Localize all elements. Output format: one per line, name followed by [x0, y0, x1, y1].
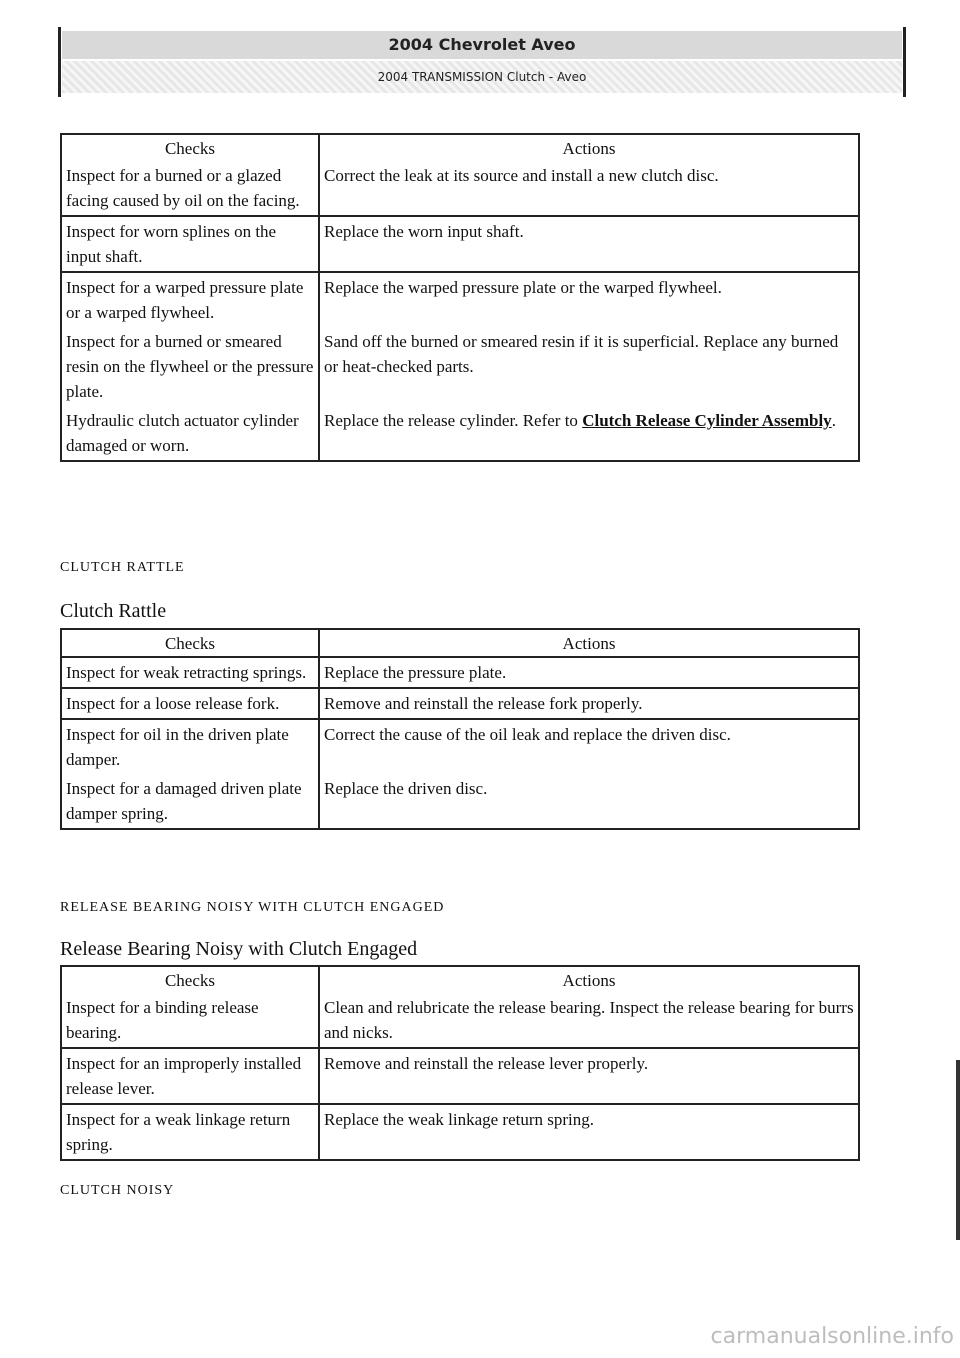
- action-cell: Replace the worn input shaft.: [319, 216, 859, 272]
- table-row: [61, 688, 859, 719]
- table-row: [61, 774, 859, 829]
- col-header-actions: Actions: [319, 629, 859, 657]
- action-cell: Sand off the burned or smeared resin if it is superficial. Replace any burned or heat-checked parts.: [324, 332, 839, 376]
- action-cell: Replace the driven disc.: [324, 779, 488, 798]
- table-row: [61, 327, 859, 406]
- check-cell: Inspect for a binding release bearing.: [61, 993, 319, 1048]
- header-left-rule: [58, 27, 61, 97]
- check-cell: Inspect for a burned or smeared resin on the flywheel or the pressure plate.: [61, 327, 319, 406]
- check-cell: Inspect for a weak linkage return spring.: [61, 1104, 319, 1160]
- check-cell: Inspect for a loose release fork.: [61, 688, 319, 719]
- col-header-checks: Checks: [61, 966, 319, 993]
- table-row: [61, 1048, 859, 1104]
- page-edge-rule: [956, 1060, 960, 1240]
- action-cell: Correct the cause of the oil leak and replace the driven disc.: [324, 725, 731, 744]
- action-cell: Clean and relubricate the release bearing. Inspect the release bearing for burrs and nicks.: [319, 993, 859, 1048]
- check-cell: Hydraulic clutch actuator cylinder damaged or worn.: [61, 406, 319, 461]
- document-header: [58, 27, 906, 97]
- header-right-rule: [903, 27, 906, 97]
- section-title: Clutch Rattle: [60, 600, 167, 622]
- action-cell: [319, 406, 859, 461]
- clutch-rattle-table: [60, 628, 860, 830]
- table-row: [61, 216, 859, 272]
- section-caps-heading: CLUTCH NOISY: [60, 1183, 175, 1198]
- col-header-checks: Checks: [61, 629, 319, 657]
- check-cell: Inspect for an improperly installed release lever.: [61, 1048, 319, 1104]
- table-row: [61, 657, 859, 688]
- table-row: [61, 993, 859, 1048]
- action-text-suffix: .: [831, 411, 836, 430]
- col-header-checks: Checks: [61, 134, 319, 161]
- check-cell: Inspect for a damaged driven plate damper spring.: [61, 774, 319, 829]
- section-caps-heading: RELEASE BEARING NOISY WITH CLUTCH ENGAGED: [60, 900, 445, 915]
- section-title: Release Bearing Noisy with Clutch Engaged: [60, 938, 418, 960]
- col-header-actions: Actions: [562, 970, 616, 990]
- action-cell: Replace the warped pressure plate or the warped flywheel.: [324, 278, 722, 297]
- header-title: 2004 Chevrolet Aveo: [62, 31, 902, 59]
- section-caps-heading: CLUTCH RATTLE: [60, 560, 185, 575]
- clutch-slip-table: [60, 133, 860, 462]
- action-cell: Correct the leak at its source and install a new clutch disc.: [319, 161, 859, 216]
- table-row: [61, 719, 859, 774]
- release-bearing-table: [60, 965, 860, 1161]
- action-text: Replace the release cylinder. Refer to: [324, 411, 583, 430]
- check-cell: Inspect for oil in the driven plate damper.: [61, 719, 319, 774]
- action-cell: Replace the weak linkage return spring.: [324, 1110, 595, 1129]
- header-subtitle: 2004 TRANSMISSION Clutch - Aveo: [62, 61, 902, 93]
- check-cell: Inspect for a warped pressure plate or a warped flywheel.: [61, 272, 319, 327]
- check-cell: Inspect for worn splines on the input shaft.: [61, 216, 319, 272]
- site-watermark: carmanualsonline.info: [710, 1324, 954, 1349]
- clutch-release-cylinder-link[interactable]: Clutch Release Cylinder Assembly: [582, 411, 832, 430]
- action-cell: Remove and reinstall the release lever properly.: [319, 1048, 859, 1104]
- table-row: [61, 272, 859, 327]
- table-row: [61, 1104, 859, 1160]
- check-cell: Inspect for a burned or a glazed facing caused by oil on the facing.: [61, 161, 319, 216]
- table-row: [61, 161, 859, 216]
- action-cell: Replace the pressure plate.: [319, 657, 859, 688]
- check-cell: Inspect for weak retracting springs.: [61, 657, 319, 688]
- table-row: [61, 406, 859, 461]
- col-header-actions: Actions: [562, 138, 616, 158]
- action-cell: Remove and reinstall the release fork properly.: [319, 688, 859, 719]
